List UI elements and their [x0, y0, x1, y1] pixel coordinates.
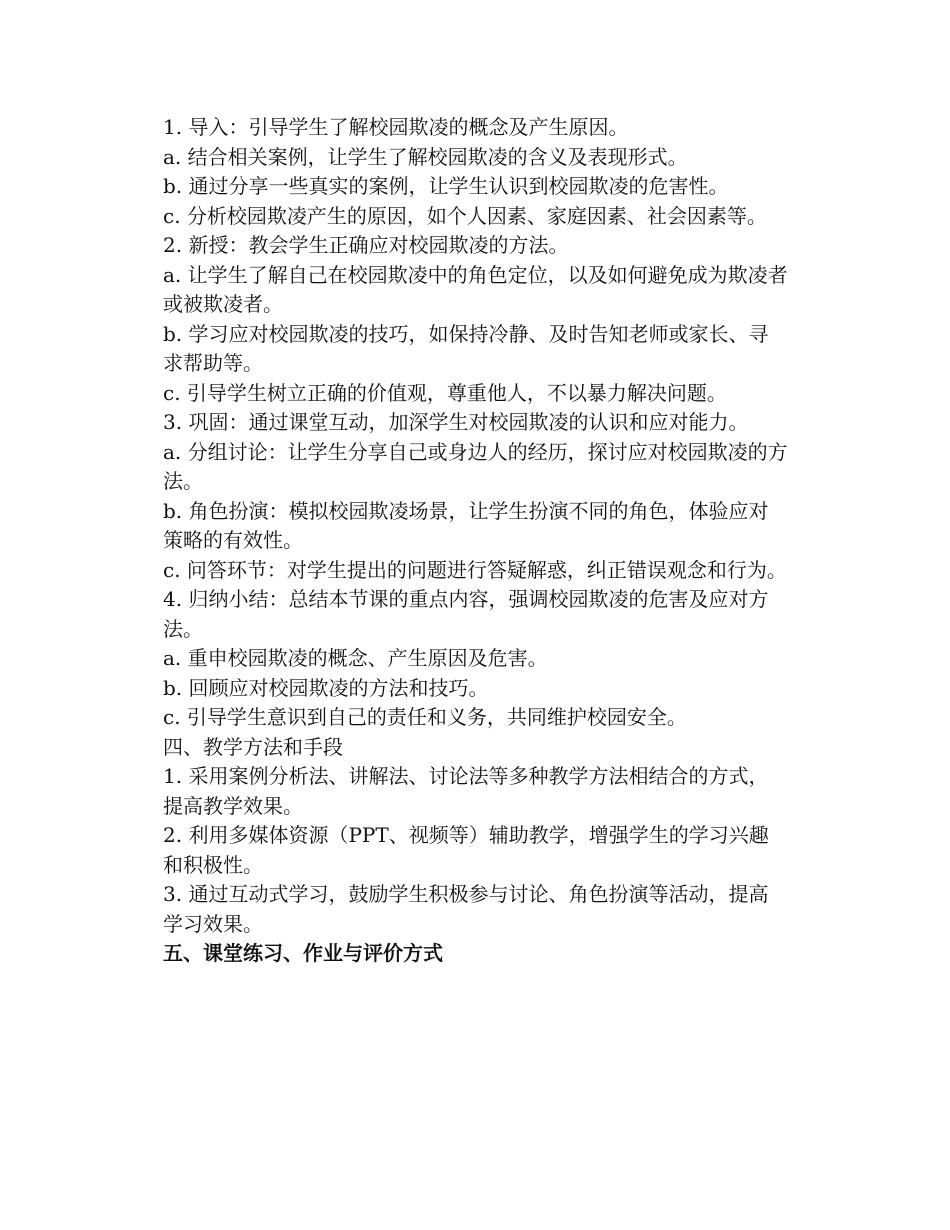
paragraph: a. 分组讨论：让学生分享自己或身边人的经历，探讨应对校园欺凌的方法。 — [163, 439, 788, 493]
paragraph: 2. 利用多媒体资源（PPT、视频等）辅助教学，增强学生的学习兴趣和积极性。 — [163, 823, 769, 877]
paragraph: c. 引导学生树立正确的价值观，尊重他人，不以暴力解决问题。 — [163, 380, 727, 405]
section-heading-bold: 五、课堂练习、作业与评价方式 — [163, 941, 443, 965]
paragraph: a. 结合相关案例，让学生了解校园欺凌的含义及表现形式。 — [163, 144, 688, 169]
paragraph: 1. 导入：引导学生了解校园欺凌的概念及产生原因。 — [163, 115, 629, 139]
paragraph: b. 角色扮演：模拟校园欺凌场景，让学生扮演不同的角色，体验应对策略的有效性。 — [163, 498, 769, 552]
paragraph: c. 引导学生意识到自己的责任和义务，共同维护校园安全。 — [163, 705, 687, 729]
paragraph: 3. 通过互动式学习，鼓励学生积极参与讨论、角色扮演等活动，提高学习效果。 — [163, 882, 769, 936]
paragraph: 3. 巩固：通过课堂互动，加深学生对校园欺凌的认识和应对能力。 — [163, 410, 749, 434]
paragraph: c. 问答环节：对学生提出的问题进行答疑解惑，纠正错误观念和行为。 — [163, 557, 787, 582]
paragraph: 2. 新授：教会学生正确应对校园欺凌的方法。 — [163, 233, 569, 257]
paragraph: b. 回顾应对校园欺凌的方法和技巧。 — [163, 675, 489, 700]
paragraph: 1. 采用案例分析法、讲解法、讨论法等多种教学方法相结合的方式，提高教学效果。 — [163, 764, 769, 818]
document-page — [163, 113, 788, 969]
paragraph: 4. 归纳小结：总结本节课的重点内容，强调校园欺凌的危害及应对方法。 — [163, 587, 769, 641]
paragraph: c. 分析校园欺凌产生的原因，如个人因素、家庭因素、社会因素等。 — [163, 203, 767, 228]
paragraph: b. 通过分享一些真实的案例，让学生认识到校园欺凌的危害性。 — [163, 174, 729, 198]
paragraph: a. 重申校园欺凌的概念、产生原因及危害。 — [163, 646, 548, 670]
paragraph: b. 学习应对校园欺凌的技巧，如保持冷静、及时告知老师或家长、寻求帮助等。 — [163, 321, 769, 375]
section-heading: 四、教学方法和手段 — [163, 734, 343, 759]
paragraph: a. 让学生了解自己在校园欺凌中的角色定位，以及如何避免成为欺凌者或被欺凌者。 — [163, 262, 788, 316]
